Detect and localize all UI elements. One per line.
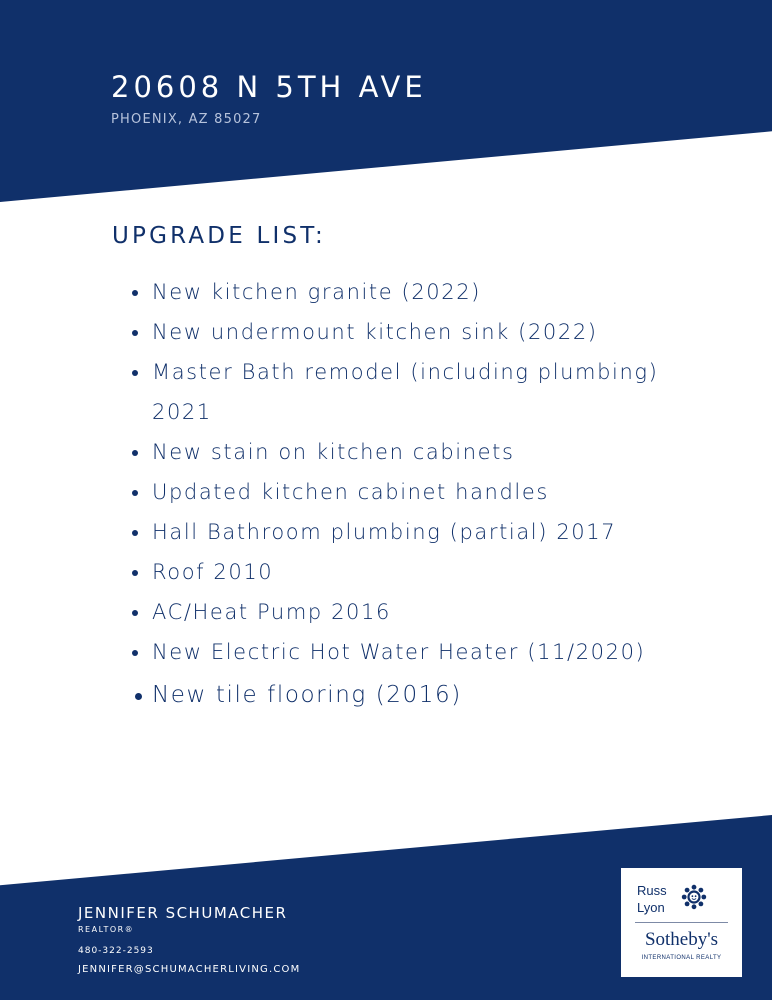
agent-email: JENNIFER@SCHUMACHERLIVING.COM xyxy=(78,964,301,975)
bullet-icon xyxy=(132,610,138,616)
upgrade-item-text: New stain on kitchen cabinets xyxy=(152,440,515,464)
upgrade-item xyxy=(132,352,692,432)
logo-text-sothebys: Sotheby's xyxy=(644,929,719,950)
upgrade-item xyxy=(132,432,692,472)
property-address: 20608 N 5TH AVE xyxy=(111,70,427,104)
upgrade-item xyxy=(132,472,692,512)
logo-divider xyxy=(635,922,728,923)
upgrade-item-text: AC/Heat Pump 2016 xyxy=(152,600,391,624)
upgrade-item-text: New kitchen granite (2022) xyxy=(152,280,481,304)
bullet-icon xyxy=(132,650,138,656)
agent-phone: 480-322-2593 xyxy=(78,946,154,956)
logo-text-lyon: Lyon xyxy=(637,900,665,915)
upgrade-item-text: Master Bath remodel (including plumbing) 2021 xyxy=(152,360,659,424)
logo-text-international-realty: INTERNATIONAL REALTY xyxy=(641,955,722,961)
upgrade-list xyxy=(132,272,692,716)
agent-title: REALTOR® xyxy=(78,925,135,934)
upgrade-item-text: New undermount kitchen sink (2022) xyxy=(152,320,598,344)
upgrade-item xyxy=(132,272,692,312)
bullet-icon xyxy=(132,330,138,336)
agent-name: JENNIFER SCHUMACHER xyxy=(78,904,288,922)
bullet-icon xyxy=(132,370,138,376)
upgrade-item-text: New Electric Hot Water Heater (11/2020) xyxy=(152,640,646,664)
bullet-icon xyxy=(132,290,138,296)
bullet-icon xyxy=(135,693,142,700)
upgrade-item xyxy=(132,592,692,632)
property-city-state-zip: PHOENIX, AZ 85027 xyxy=(111,112,262,127)
bullet-icon xyxy=(132,450,138,456)
sunburst-emblem-icon xyxy=(681,884,707,910)
upgrade-item-text: New tile flooring (2016) xyxy=(152,682,462,708)
upgrade-list-heading: UPGRADE LIST: xyxy=(112,223,326,249)
upgrade-item-text: Roof 2010 xyxy=(152,560,274,584)
bullet-icon xyxy=(132,490,138,496)
upgrade-item xyxy=(132,632,692,672)
upgrade-item xyxy=(132,512,692,552)
upgrade-item xyxy=(132,312,692,352)
upgrade-item-text: Hall Bathroom plumbing (partial) 2017 xyxy=(152,520,617,544)
upgrade-item xyxy=(132,674,692,716)
logo-text-russ: Russ xyxy=(637,883,667,898)
bullet-icon xyxy=(132,570,138,576)
bullet-icon xyxy=(132,530,138,536)
upgrade-item xyxy=(132,552,692,592)
upgrade-item-text: Updated kitchen cabinet handles xyxy=(152,480,549,504)
brokerage-logo xyxy=(621,868,742,977)
